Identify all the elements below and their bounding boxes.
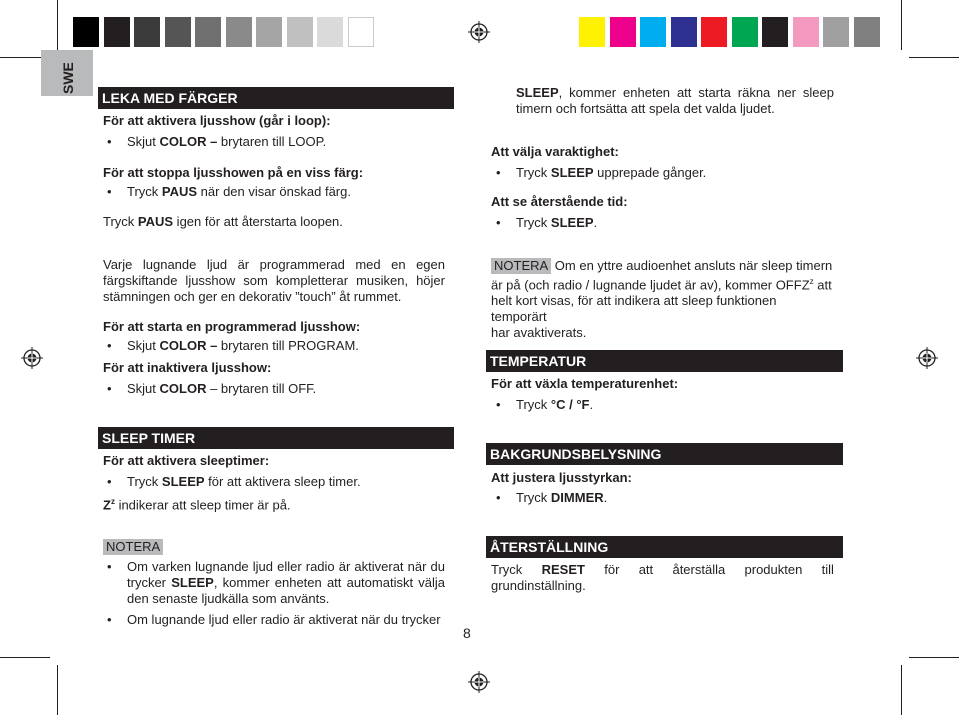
crop-mark xyxy=(909,657,959,658)
bullet: • xyxy=(107,134,112,149)
color-swatch xyxy=(73,17,99,47)
section-heading-bakgrundsbelysning: BAKGRUNDSBELYSNING xyxy=(486,443,843,465)
reset-line-2: grundinställning. xyxy=(491,578,586,593)
program-start-title: För att starta en programmerad ljusshow: xyxy=(103,319,361,334)
program-off-title: För att inaktivera ljusshow: xyxy=(103,360,272,375)
registration-mark-icon xyxy=(21,347,43,369)
leka-restart-text: Tryck PAUS igen för att återstarta loopen. xyxy=(103,214,343,229)
bullet: • xyxy=(496,397,501,412)
crop-mark xyxy=(57,665,58,715)
color-swatch xyxy=(195,17,221,47)
section-heading-sleep-timer: SLEEP TIMER xyxy=(98,427,454,449)
crop-mark xyxy=(57,0,58,50)
nota-item-2: Om lugnande ljud eller radio är aktiverat när du trycker xyxy=(127,612,441,627)
bullet: • xyxy=(107,474,112,489)
nota-badge: NOTERA xyxy=(491,258,551,274)
bullet: • xyxy=(496,165,501,180)
nota-item-1: Om varken lugnande ljud eller radio är aktiverat när du trycker SLEEP, kommer enheten att automatiskt välja den senaste ljudkälla som använts. xyxy=(127,559,445,606)
color-swatch xyxy=(226,17,252,47)
color-swatch xyxy=(671,17,697,47)
color-swatch xyxy=(854,17,880,47)
leka-stop-title: För att stoppa ljusshowen på en viss färg: xyxy=(103,165,364,180)
crop-mark xyxy=(901,665,902,715)
color-swatch xyxy=(732,17,758,47)
color-swatch xyxy=(579,17,605,47)
sleep-activate-step: Tryck SLEEP för att aktivera sleep timer. xyxy=(127,474,361,489)
section-heading-leka: LEKA MED FÄRGER xyxy=(98,87,454,109)
color-swatch xyxy=(256,17,282,47)
leka-stop-step: Tryck PAUS när den visar önskad färg. xyxy=(127,184,351,199)
registration-mark-icon xyxy=(916,347,938,369)
page-number: 8 xyxy=(463,625,471,641)
section-heading-aterstallning: ÅTERSTÄLLNING xyxy=(486,536,843,558)
color-swatch xyxy=(793,17,819,47)
temp-title: För att växla temperaturenhet: xyxy=(491,376,679,391)
sleep-continued-paragraph: SLEEP, kommer enheten att starta räkna ner sleep timern och fortsätta att spela det valda ljudet. xyxy=(516,85,834,116)
bullet: • xyxy=(107,338,112,353)
sleep-zz-indicator-text: $Z^z$ indikerar att sleep timer är på. xyxy=(103,497,291,513)
remaining-step: Tryck SLEEP. xyxy=(516,215,598,230)
color-swatch xyxy=(104,17,130,47)
bullet: • xyxy=(107,612,112,627)
temp-step: Tryck °C / °F. xyxy=(516,397,594,412)
nota-badge: NOTERA xyxy=(103,538,163,556)
backlight-title: Att justera ljusstyrkan: xyxy=(491,470,632,485)
color-swatch xyxy=(287,17,313,47)
color-swatch xyxy=(165,17,191,47)
duration-title: Att välja varaktighet: xyxy=(491,144,619,159)
program-paragraph: Varje lugnande ljud är programmerad med en egen färgskiftande ljusshow som kompletterar musiken, höjer stämningen och ger en dekorativ ”touch” åt rummet. xyxy=(103,257,445,304)
bullet: • xyxy=(107,381,112,396)
bullet: • xyxy=(496,490,501,505)
bullet: • xyxy=(107,559,112,574)
color-swatch xyxy=(762,17,788,47)
program-start-step: Skjut COLOR – brytaren till PROGRAM. xyxy=(127,338,359,353)
color-swatch xyxy=(823,17,849,47)
section-heading-temperatur: TEMPERATUR xyxy=(486,350,843,372)
backlight-step: Tryck DIMMER. xyxy=(516,490,608,505)
crop-mark xyxy=(909,57,959,58)
color-swatch xyxy=(640,17,666,47)
color-swatch xyxy=(348,17,374,47)
color-swatch xyxy=(134,17,160,47)
color-swatch xyxy=(701,17,727,47)
crop-mark xyxy=(901,0,902,50)
nota-paragraph-right: NOTERA Om en yttre audioenhet ansluts när sleep timern är på (och radio / lugnande ljudet är av), kommer OFFZ$^z$ att helt kort visas, för att indikera att sleep funktionen temporärt har avaktiverats. xyxy=(491,258,833,341)
sleep-activate-title: För att aktivera sleeptimer: xyxy=(103,453,270,468)
leka-activate-step: Skjut COLOR – brytaren till LOOP. xyxy=(127,134,327,149)
bullet: • xyxy=(496,215,501,230)
bullet: • xyxy=(107,184,112,199)
language-tab-label: SWE xyxy=(60,62,76,94)
leka-activate-title: För att aktivera ljusshow (går i loop): xyxy=(103,113,331,128)
color-swatch xyxy=(317,17,343,47)
duration-step: Tryck SLEEP upprepade gånger. xyxy=(516,165,707,180)
color-swatch xyxy=(610,17,636,47)
reset-line-1: Tryck RESET för att återställa produkten till xyxy=(491,562,834,577)
remaining-title: Att se återstående tid: xyxy=(491,194,628,209)
crop-mark xyxy=(0,657,50,658)
program-off-step: Skjut COLOR – brytaren till OFF. xyxy=(127,381,317,396)
registration-mark-icon xyxy=(468,671,490,693)
registration-mark-icon xyxy=(468,21,490,43)
